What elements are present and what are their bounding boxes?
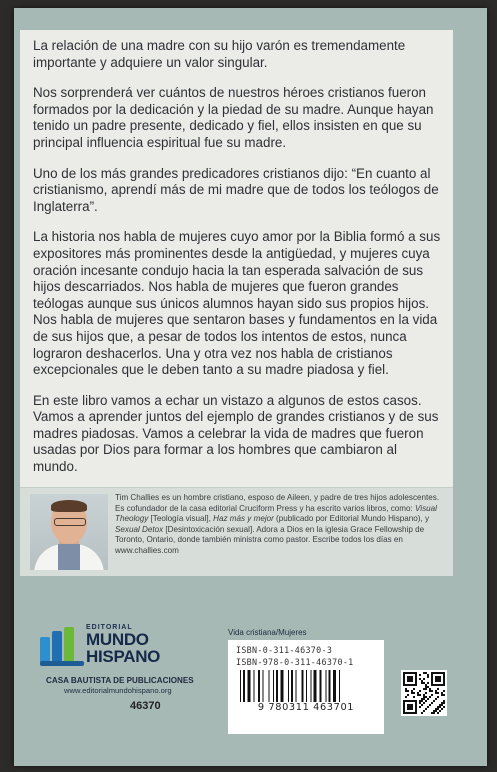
books-logo-icon (40, 627, 84, 665)
author-bio-box (20, 487, 453, 576)
publisher-logo (40, 625, 195, 665)
book-title-visual-theology: Visual Theology (115, 503, 437, 524)
qr-code (401, 670, 447, 716)
isbn-13: ISBN-978-0-311-46370-1 (236, 657, 354, 667)
synopsis-paragraph-4: La historia nos habla de mujeres cuyo amor por la Biblia formó a sus expositores más prominentes desde la antigüedad, y mujeres cuya oración incesante condujo hacia la tan esperada salvación de sus hijos descarriados. Nos habla de mujeres que fueron grandes teólogas aunque sus únicos alumnos hayan sido sus propios hijos. Nos habla de mujeres que sentaron bases y fundamentos en la vida de sus hijos que, a pesar de todos los intentos de estos, nunca lograron deshacerlos. Una y otra vez nos habla de cristianos excepcionales que le deben tanto a su madre piadosa y fiel. (33, 229, 441, 378)
book-category: Vida cristiana/Mujeres (228, 628, 307, 637)
logo-editorial-text: EDITORIAL (86, 624, 133, 631)
synopsis-panel (20, 30, 453, 487)
isbn-10: ISBN-0-311-46370-3 (236, 645, 333, 655)
barcode-bars (240, 670, 372, 702)
author-bio-text: Tim Challies es un hombre cristiano, esposo de Aileen, y padre de tres hijos adolescentes. Es cofundador de la casa editorial Cruciform Press y ha escrito varios libros, como: Visual Theology [Teología visual], Haz más y mejor (publicado por Editorial Mundo Hispano), y Sexual Detox [Desintoxicación sexual]. Adora a Dios en la iglesia Grace Fellowship de Toronto, Ontario, donde también ministra como pastor. Escribe todos los días en www.challies.com (115, 493, 440, 555)
synopsis-paragraph-3: Uno de los más grandes predicadores cristianos dijo: “En cuanto al cristianismo, aprendí más de mi madre que de todos los teólogos de Inglaterra”. (33, 165, 439, 214)
synopsis-paragraph-5: En este libro vamos a echar un vistazo a algunos de estos casos. Vamos a aprender juntos del ejemplo de grandes cristianos y de sus madres piadosas. Vamos a celebrar la vida de madres que fueron usadas por Dios para formar a los hombres que cambiaron al mundo. (33, 392, 439, 475)
barcode-label (228, 640, 384, 734)
logo-wordmark: MUNDO HISPANO (86, 630, 161, 666)
publisher-website: www.editorialmundohispano.org (64, 686, 172, 695)
author-photo (30, 494, 108, 570)
barcode-number: 9 780311 463701 (257, 702, 355, 713)
book-title-sexual-detox: Sexual Detox (115, 524, 164, 534)
publisher-name: CASA BAUTISTA DE PUBLICACIONES (46, 676, 194, 685)
synopsis-paragraph-1: La relación de una madre con su hijo varón es tremendamente importante y adquiere un valor singular. (33, 38, 406, 70)
book-title-haz-mas: Haz más y mejor (213, 514, 274, 524)
product-code: 46370 (130, 700, 161, 712)
synopsis-paragraph-2: Nos sorprenderá ver cuántos de nuestros héroes cristianos fueron formados por la dedicación y la piedad de su madre. Aunque hayan tenido un padre presente, dedicado y fiel, ellos insisten en que su principal influencia espiritual fue su madre. (33, 85, 434, 150)
